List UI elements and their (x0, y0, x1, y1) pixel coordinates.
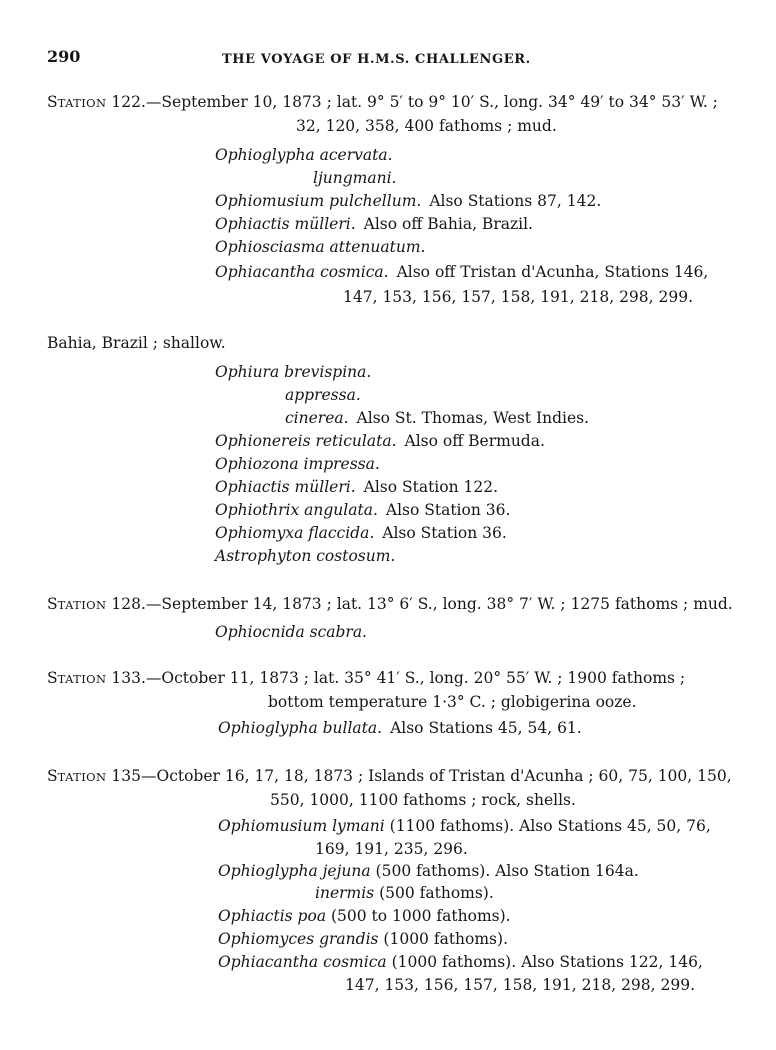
station-number: 122. (111, 93, 146, 111)
species-entry (218, 929, 508, 949)
species-note-continuation: 169, 191, 235, 296. (315, 840, 468, 858)
species-entry (215, 191, 601, 211)
species-entry (215, 546, 395, 566)
station-122-details-cont: 32, 120, 358, 400 fathoms ; mud. (296, 117, 557, 135)
species-entry (215, 262, 708, 282)
species-entry (215, 362, 371, 382)
species-name: Ophiosciasma attenuatum. (215, 238, 426, 256)
species-entry (218, 718, 582, 738)
species-note: Also Stations 87, 142. (429, 192, 602, 210)
species-name: Ophiocnida scabra. (215, 623, 367, 641)
station-number: 128. (111, 595, 146, 613)
species-entry (215, 622, 367, 642)
species-note: (500 fathoms). (379, 884, 494, 902)
species-note: Also off Tristan d'Acunha, Stations 146, (396, 263, 709, 281)
station-details: —September 10, 1873 ; lat. 9° 5′ to 9° 10′ S., long. 34° 49′ to 34° 53′ W. ; (145, 93, 718, 111)
species-note: (1100 fathoms). Also Stations 45, 50, 76, (389, 817, 711, 835)
species-entry (285, 408, 589, 428)
species-note: Also off Bahia, Brazil. (363, 215, 533, 233)
species-name: Ophiactis mülleri. (215, 215, 356, 233)
species-name: Ophiactis poa (218, 907, 327, 925)
species-note: Also Station 36. (385, 501, 511, 519)
station-135-details-cont: 550, 1000, 1100 fathoms ; rock, shells. (270, 791, 576, 809)
station-label-initial: S (47, 595, 58, 613)
species-note: Also Station 122. (363, 478, 499, 496)
locality-heading: Bahia, Brazil ; shallow. (47, 334, 226, 352)
station-number: 135 (111, 767, 141, 785)
species-name: Ophiozona impressa. (215, 455, 380, 473)
species-name: Ophiomusium pulchellum. (215, 192, 422, 210)
station-label-initial: S (47, 669, 58, 687)
station-label-rest: TATION (57, 672, 107, 686)
species-note: Also off Bermuda. (404, 432, 545, 450)
species-entry (215, 500, 510, 520)
species-name: Ophionereis reticulata. (215, 432, 397, 450)
species-note: Also St. Thomas, West Indies. (356, 409, 590, 427)
species-name: Ophioglypha jejuna (218, 862, 371, 880)
station-details: —September 14, 1873 ; lat. 13° 6′ S., long. 38° 7′ W. ; 1275 fathoms ; mud. (145, 595, 733, 613)
species-entry (215, 454, 380, 474)
species-name: Astrophyton costosum. (215, 547, 396, 565)
station-number: 133. (111, 669, 146, 687)
species-note: (1000 fathoms). (383, 930, 508, 948)
species-name: Ophiothrix angulata. (215, 501, 378, 519)
species-entry (218, 952, 703, 972)
page-number: 290 (47, 47, 81, 66)
species-note-continuation: 147, 153, 156, 157, 158, 191, 218, 298, 299. (345, 976, 696, 994)
species-name: Ophiactis mülleri. (215, 478, 356, 496)
species-entry (218, 816, 711, 836)
species-entry (215, 237, 425, 257)
species-name: Ophiacantha cosmica (218, 953, 387, 971)
station-122-heading (47, 92, 718, 113)
species-note: Also Station 36. (382, 524, 507, 542)
species-note: Also Stations 45, 54, 61. (390, 719, 582, 737)
species-entry (285, 385, 361, 405)
species-entry (218, 906, 511, 926)
species-entry (215, 214, 533, 234)
species-note: (1000 fathoms). Also Stations 122, 146, (391, 953, 703, 971)
species-name: appressa. (285, 386, 361, 404)
running-title: THE VOYAGE OF H.M.S. CHALLENGER. (222, 52, 531, 67)
species-entry (218, 861, 639, 881)
species-name: Ophiacantha cosmica. (215, 263, 389, 281)
species-note: (500 to 1000 fathoms). (331, 907, 511, 925)
species-name: Ophiomusium lymani (218, 817, 385, 835)
species-note-continuation: 147, 153, 156, 157, 158, 191, 218, 298, 299. (343, 288, 694, 306)
species-name: inermis (315, 884, 375, 902)
station-label-rest: TATION (57, 598, 107, 612)
station-133-details-cont: bottom temperature 1·3° C. ; globigerina ooze. (268, 693, 637, 711)
species-entry (313, 168, 396, 188)
station-details: —October 11, 1873 ; lat. 35° 41′ S., long. 20° 55′ W. ; 1900 fathoms ; (145, 669, 686, 687)
species-entry (215, 145, 393, 165)
station-133-heading (47, 668, 685, 689)
station-label-rest: TATION (57, 770, 107, 784)
species-entry (215, 431, 545, 451)
station-label-rest: TATION (57, 96, 107, 110)
species-note: (500 fathoms). Also Station 164a. (375, 862, 639, 880)
species-entry (215, 477, 498, 497)
species-name: Ophioglypha bullata. (218, 719, 383, 737)
species-name: Ophiomyces grandis (218, 930, 379, 948)
species-entry (215, 523, 507, 543)
station-128-heading (47, 594, 733, 615)
species-name: Ophiura brevispina. (215, 363, 372, 381)
species-entry (315, 883, 494, 903)
station-135-heading (47, 766, 732, 787)
station-details: —October 16, 17, 18, 1873 ; Islands of Tristan d'Acunha ; 60, 75, 100, 150, (140, 767, 732, 785)
species-name: cinerea. (285, 409, 349, 427)
species-name: Ophioglypha acervata. (215, 146, 393, 164)
species-name: ljungmani. (313, 169, 397, 187)
station-label-initial: S (47, 767, 58, 785)
species-name: Ophiomyxa flaccida. (215, 524, 375, 542)
station-label-initial: S (47, 93, 58, 111)
